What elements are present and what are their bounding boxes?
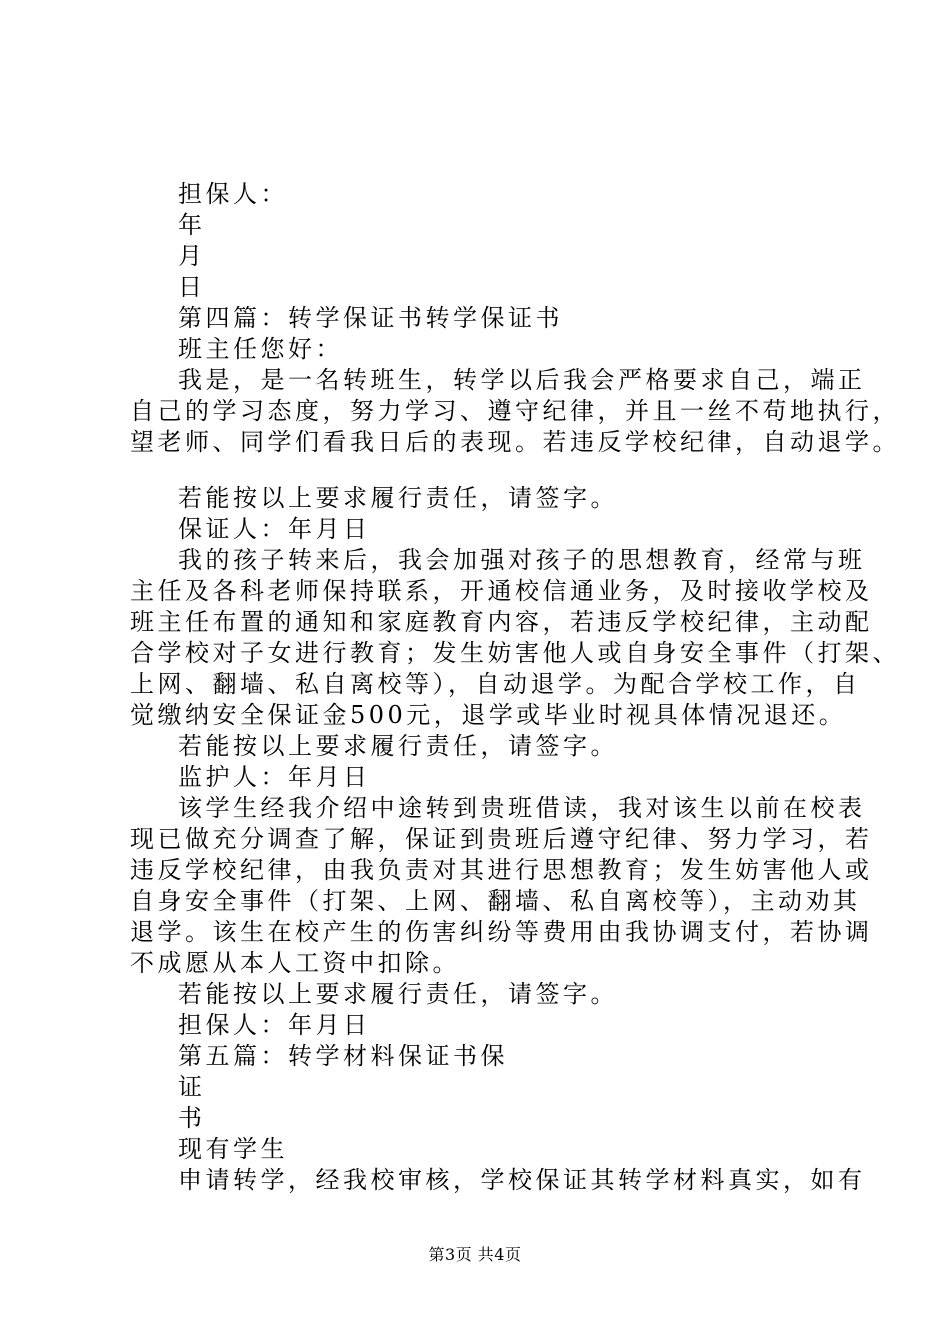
signature-line-guardian: 监护人：年月日	[178, 763, 371, 791]
paragraph-line: 上网、翻墙、私自离校等），自动退学。为配合学校工作，自	[130, 670, 861, 698]
paragraph-line: 现已做充分调查了解，保证到贵班后遵守纪律、努力学习，若	[130, 825, 873, 853]
paragraph-line: 若能按以上要求履行责任，请签字。	[178, 980, 618, 1008]
paragraph-line: 自身安全事件（打架、上网、翻墙、私自离校等），主动劝其	[130, 887, 861, 915]
paragraph-line: 不成愿从本人工资中扣除。	[130, 949, 460, 977]
paragraph-line: 望老师、同学们看我日后的表现。若违反学校纪律，自动退学。	[130, 428, 900, 456]
paragraph-line: 主任及各科老师保持联系，开通校信通业务，及时接收学校及	[130, 577, 873, 605]
paragraph-line: 若能按以上要求履行责任，请签字。	[178, 484, 618, 512]
paragraph-line: 申请转学，经我校审核，学校保证其转学材料真实，如有	[178, 1166, 866, 1194]
paragraph-line: 违反学校纪律，由我负责对其进行思想教育；发生妨害他人或	[130, 856, 873, 884]
paragraph-line: 班主任布置的通知和家庭教育内容，若违反学校纪律，主动配	[130, 608, 873, 636]
paragraph-line: 我是，是一名转班生，转学以后我会严格要求自己，端正	[178, 366, 866, 394]
paragraph-line: 合学校对子女进行教育；发生妨害他人或自身安全事件（打架、	[130, 639, 900, 667]
signature-line-sponsor: 担保人：年月日	[178, 1011, 371, 1039]
paragraph-line: 我的孩子转来后，我会加强对孩子的思想教育，经常与班	[178, 546, 866, 574]
paragraph-line: 现有学生	[178, 1135, 288, 1163]
paragraph-line: 退学。该生在校产生的伤害纠纷等费用由我协调支付，若协调	[130, 918, 873, 946]
section-heading-4: 第四篇：转学保证书转学保证书	[178, 304, 563, 332]
month-label: 月	[178, 242, 206, 270]
paragraph-line: 该学生经我介绍中途转到贵班借读，我对该生以前在校表	[178, 794, 866, 822]
guarantor-label: 担保人：	[178, 180, 288, 208]
signature-line-guarantor: 保证人：年月日	[178, 515, 371, 543]
salutation: 班主任您好：	[178, 335, 343, 363]
paragraph-line: 自己的学习态度，努力学习、遵守纪律，并且一丝不苟地执行，	[130, 397, 900, 425]
paragraph-line: 若能按以上要求履行责任，请签字。	[178, 732, 618, 760]
paragraph-line: 觉缴纳安全保证金500元，退学或毕业时视具体情况退还。	[130, 701, 847, 729]
heading-fragment: 书	[178, 1104, 206, 1132]
day-label: 日	[178, 273, 206, 301]
page-number-footer: 第3页 共4页	[428, 1245, 522, 1264]
year-label: 年	[178, 211, 206, 239]
heading-fragment: 证	[178, 1073, 206, 1101]
section-heading-5: 第五篇：转学材料保证书保	[178, 1042, 508, 1070]
